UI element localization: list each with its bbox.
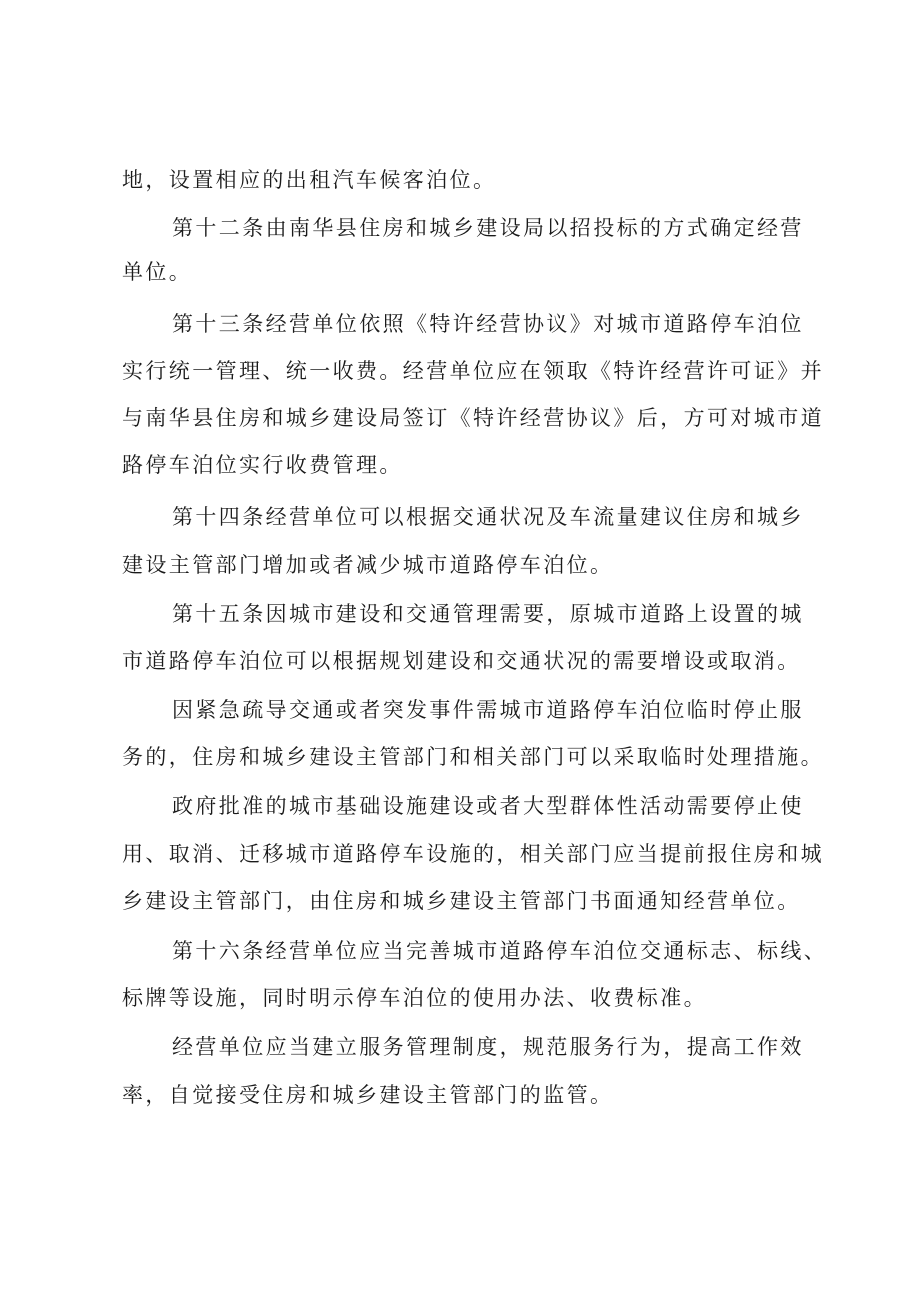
paragraph-line: 乡建设主管部门，由住房和城乡建设主管部门书面通知经营单位。 xyxy=(122,889,801,913)
paragraph-line: 用、取消、迁移城市道路停车设施的，相关部门应当提前报住房和城 xyxy=(122,842,824,866)
paragraph-line: 经营单位应当建立服务管理制度，规范服务行为，提高工作效 xyxy=(172,1035,804,1059)
paragraph-line: 第十六条经营单位应当完善城市道路停车泊位交通标志、标线、 xyxy=(172,939,828,963)
paragraph-line: 务的，住房和城乡建设主管部门和相关部门可以采取临时处理措施。 xyxy=(122,745,824,769)
paragraph-line: 路停车泊位实行收费管理。 xyxy=(122,453,403,477)
paragraph-line: 实行统一管理、统一收费。经营单位应在领取《特许经营许可证》并 xyxy=(122,359,824,383)
paragraph-line: 单位。 xyxy=(122,260,193,284)
paragraph-line: 第十四条经营单位可以根据交通状况及车流量建议住房和城乡 xyxy=(172,505,804,529)
paragraph-line: 建设主管部门增加或者减少城市道路停车泊位。 xyxy=(122,553,614,577)
paragraph-line: 与南华县住房和城乡建设局签订《特许经营协议》后，方可对城市道 xyxy=(122,406,824,430)
paragraph-line: 市道路停车泊位可以根据规划建设和交通状况的需要增设或取消。 xyxy=(122,649,801,673)
paragraph-line: 标牌等设施，同时明示停车泊位的使用办法、收费标准。 xyxy=(122,986,707,1010)
paragraph-line: 因紧急疏导交通或者突发事件需城市道路停车泊位临时停止服 xyxy=(172,698,804,722)
paragraph-line: 地，设置相应的出租汽车候客泊位。 xyxy=(122,168,497,192)
paragraph-line: 第十五条因城市建设和交通管理需要，原城市道路上设置的城 xyxy=(172,602,804,626)
paragraph-line: 率，自觉接受住房和城乡建设主管部门的监管。 xyxy=(122,1083,614,1107)
paragraph-line: 政府批准的城市基础设施建设或者大型群体性活动需要停止使 xyxy=(172,794,804,818)
paragraph-line: 第十二条由南华县住房和城乡建设局以招投标的方式确定经营 xyxy=(172,216,804,240)
paragraph-line: 第十三条经营单位依照《特许经营协议》对城市道路停车泊位 xyxy=(172,312,804,336)
